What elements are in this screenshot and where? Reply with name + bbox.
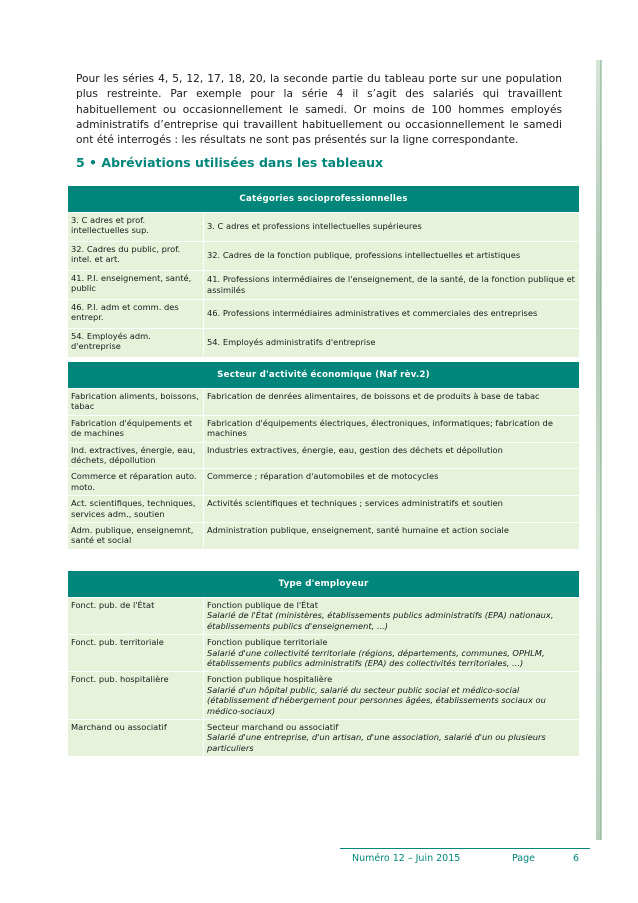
table-row (68, 635, 580, 672)
full-cell: Administration publique, enseignement, santé humaine et action sociale (204, 523, 580, 550)
abbr-cell: Commerce et réparation auto. moto. (68, 469, 204, 496)
full-cell: 32. Cadres de la fonction publique, professions intellectuelles et artistiques (204, 242, 580, 271)
table-header: Catégories socioprofessionnelles (68, 186, 580, 213)
full-description: Salarié d'une collectivité territoriale (régions, départements, communes, OPHLM, établissements publics administratifs (EPA) des collectivités territoriales, ...) (207, 647, 545, 669)
full-cell (204, 635, 580, 672)
full-title: Secteur marchand ou associatif (207, 722, 339, 733)
abbr-cell: Fabrication aliments, boissons, tabac (68, 389, 204, 416)
table-row (68, 720, 580, 757)
table-row (68, 271, 580, 300)
table-row (68, 598, 580, 635)
table-secteur (67, 361, 580, 550)
table-row (68, 415, 580, 442)
abbr-cell: 3. C adres et prof. intellectuelles sup. (68, 213, 204, 242)
page-number: 6 (573, 853, 580, 864)
full-title: Fonction publique territoriale (207, 637, 328, 648)
table-header: Type d'employeur (68, 571, 580, 598)
table-row (68, 496, 580, 523)
table-csp (67, 185, 580, 358)
full-title: Fonction publique hospitalière (207, 674, 333, 685)
abbr-cell: Fabrication d'équipements et de machines (68, 415, 204, 442)
abbr-cell: Adm. publique, enseignemnt, santé et social (68, 523, 204, 550)
table-row (68, 672, 580, 720)
table-row (68, 442, 580, 469)
full-cell (204, 672, 580, 720)
full-cell (204, 720, 580, 757)
abbr-cell: Act. scientifiques, techniques, services adm., soutien (68, 496, 204, 523)
table-row (68, 469, 580, 496)
intro-paragraph: Pour les séries 4, 5, 12, 17, 18, 20, la seconde partie du tableau porte sur une population plus restreinte. Par exemple pour la série 4 il s’agit des salariés qui travaillent habituellement ou occasionnellement le samedi. Or moins de 100 hommes employés administratifs d’entreprise qui travaillent habituellement ou occasionnellement le samedi ont été interrogés : les résultats ne sont pas présentés sur la ligne correspondante. (76, 73, 562, 147)
full-cell: 54. Employés administratifs d'entreprise (204, 329, 580, 358)
full-description: Salarié d'un hôpital public, salarié du secteur public social et médico-social (établissement d'hébergement pour personnes âgées, établissements sociaux ou médico-sociaux) (207, 684, 546, 716)
full-description: Salarié de l'État (ministères, établissements publics administratifs (EPA) nationaux, établissements publics d'enseignement, ...) (207, 610, 554, 631)
full-description: Salarié d'une entreprise, d'un artisan, d'une association, salarié d'un ou plusieurs particuliers (207, 732, 546, 753)
abbr-cell: 54. Employés adm. d'entreprise (68, 329, 204, 358)
abbr-cell: Fonct. pub. territoriale (68, 635, 204, 672)
abbr-cell: 41. P.I. enseignement, santé, public (68, 271, 204, 300)
abbr-cell: 46. P.I. adm et comm. des entrepr. (68, 300, 204, 329)
full-title: Fonction publique de l'État (207, 600, 318, 610)
table-header: Secteur d'activité économique (Naf rèv.2) (68, 362, 580, 389)
table-row (68, 329, 580, 358)
table-row (68, 242, 580, 271)
full-cell: Commerce ; réparation d'automobiles et de motocycles (204, 469, 580, 496)
abbr-cell: Ind. extractives, énergie, eau, déchets, dépollution (68, 442, 204, 469)
page-label: Page (512, 853, 535, 864)
full-cell: Fabrication de denrées alimentaires, de boissons et de produits à base de tabac (204, 389, 580, 416)
abbr-cell: Fonct. pub. de l'État (68, 598, 204, 635)
section-heading: 5 • Abréviations utilisées dans les tableaux (76, 155, 384, 170)
abbr-cell: Fonct. pub. hospitalière (68, 672, 204, 720)
full-cell: Fabrication d'équipements électriques, électroniques, informatiques; fabrication de machines (204, 415, 580, 442)
page-footer (340, 848, 590, 867)
full-cell: 46. Professions intermédiaires administratives et commerciales des entreprises (204, 300, 580, 329)
table-row (68, 523, 580, 550)
issue-label: Numéro 12 – Juin 2015 (352, 853, 461, 864)
full-cell (204, 598, 580, 635)
full-cell: Activités scientifiques et techniques ; services administratifs et soutien (204, 496, 580, 523)
table-employeur (67, 570, 580, 757)
table-row (68, 213, 580, 242)
table-row (68, 389, 580, 416)
abbr-cell: 32. Cadres du public, prof. intel. et art. (68, 242, 204, 271)
table-row (68, 300, 580, 329)
full-cell: Industries extractives, énergie, eau, gestion des déchets et dépollution (204, 442, 580, 469)
decorative-page-edge-line (600, 60, 602, 840)
abbr-cell: Marchand ou associatif (68, 720, 204, 757)
full-cell: 3. C adres et professions intellectuelles supérieures (204, 213, 580, 242)
full-cell: 41. Professions intermédiaires de l'enseignement, de la santé, de la fonction publique et assimilés (204, 271, 580, 300)
